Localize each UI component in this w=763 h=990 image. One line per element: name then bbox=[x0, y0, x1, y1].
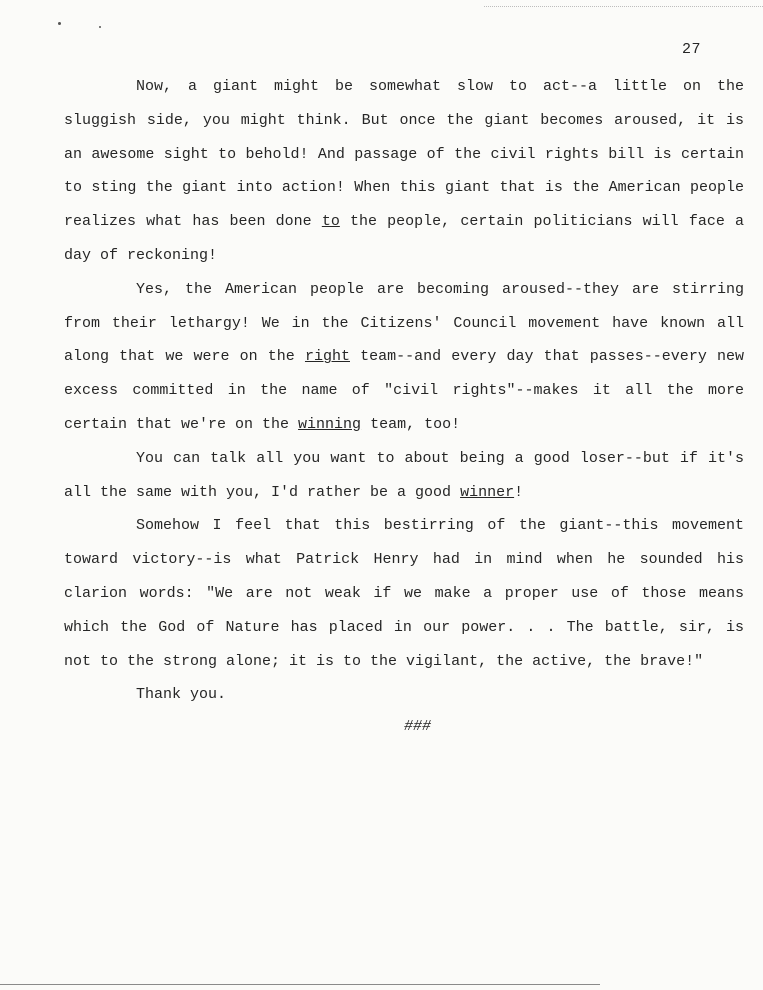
scan-speck bbox=[58, 22, 61, 25]
text-run: team, too! bbox=[361, 415, 461, 433]
bottom-edge-line bbox=[0, 984, 600, 985]
text-run: the people, certain politicians will face a day of reckoning! bbox=[64, 213, 744, 264]
closing-thank-you: Thank you. bbox=[136, 686, 227, 704]
underlined-word: right bbox=[304, 348, 350, 366]
text-run: ! bbox=[514, 483, 524, 501]
underlined-word: winning bbox=[298, 415, 362, 433]
text-run: Yes, the American people are becoming aroused--they are stirring from their lethargy! We in the Citizens' Council movement have known all along that we were on the bbox=[64, 280, 744, 366]
paragraph-giant-aroused bbox=[64, 70, 744, 273]
text-run: Now, a giant might be somewhat slow to act--a little on the sluggish side, you might think. But once the giant becomes aroused, it is an awesome sight to behold! And passage of the civil rights bill is certain to sting the giant into action! When this giant that is the American people realizes what has been done bbox=[64, 78, 744, 231]
paragraph-good-winner bbox=[64, 442, 744, 510]
page-number: 27 bbox=[682, 41, 702, 58]
underlined-word: to bbox=[321, 213, 340, 231]
paragraph-people-aroused bbox=[64, 273, 744, 442]
paragraph-patrick-henry bbox=[64, 509, 744, 678]
typescript-body bbox=[64, 70, 744, 712]
top-edge-dotted-line bbox=[484, 6, 763, 7]
end-mark: ### bbox=[404, 718, 432, 735]
scan-speck bbox=[99, 26, 101, 28]
underlined-word: winner bbox=[460, 483, 515, 501]
text-run: You can talk all you want to about being a good loser--but if it's all the same with you, I'd rather be a good bbox=[64, 449, 744, 501]
text-run: Somehow I feel that this bestirring of the giant--this movement toward victory--is what Patrick Henry had in mind when he sounded his clarion words: "We are not weak if we make a proper use of those means which the God of Nature has placed in our power. . . The battle, sir, is not to the strong alone; it is to the vigilant, the active, the brave!" bbox=[64, 517, 744, 670]
text-run: team--and every day that passes--every new excess committed in the name of "civil rights"--makes it all the more certain that we're on the bbox=[64, 348, 744, 433]
